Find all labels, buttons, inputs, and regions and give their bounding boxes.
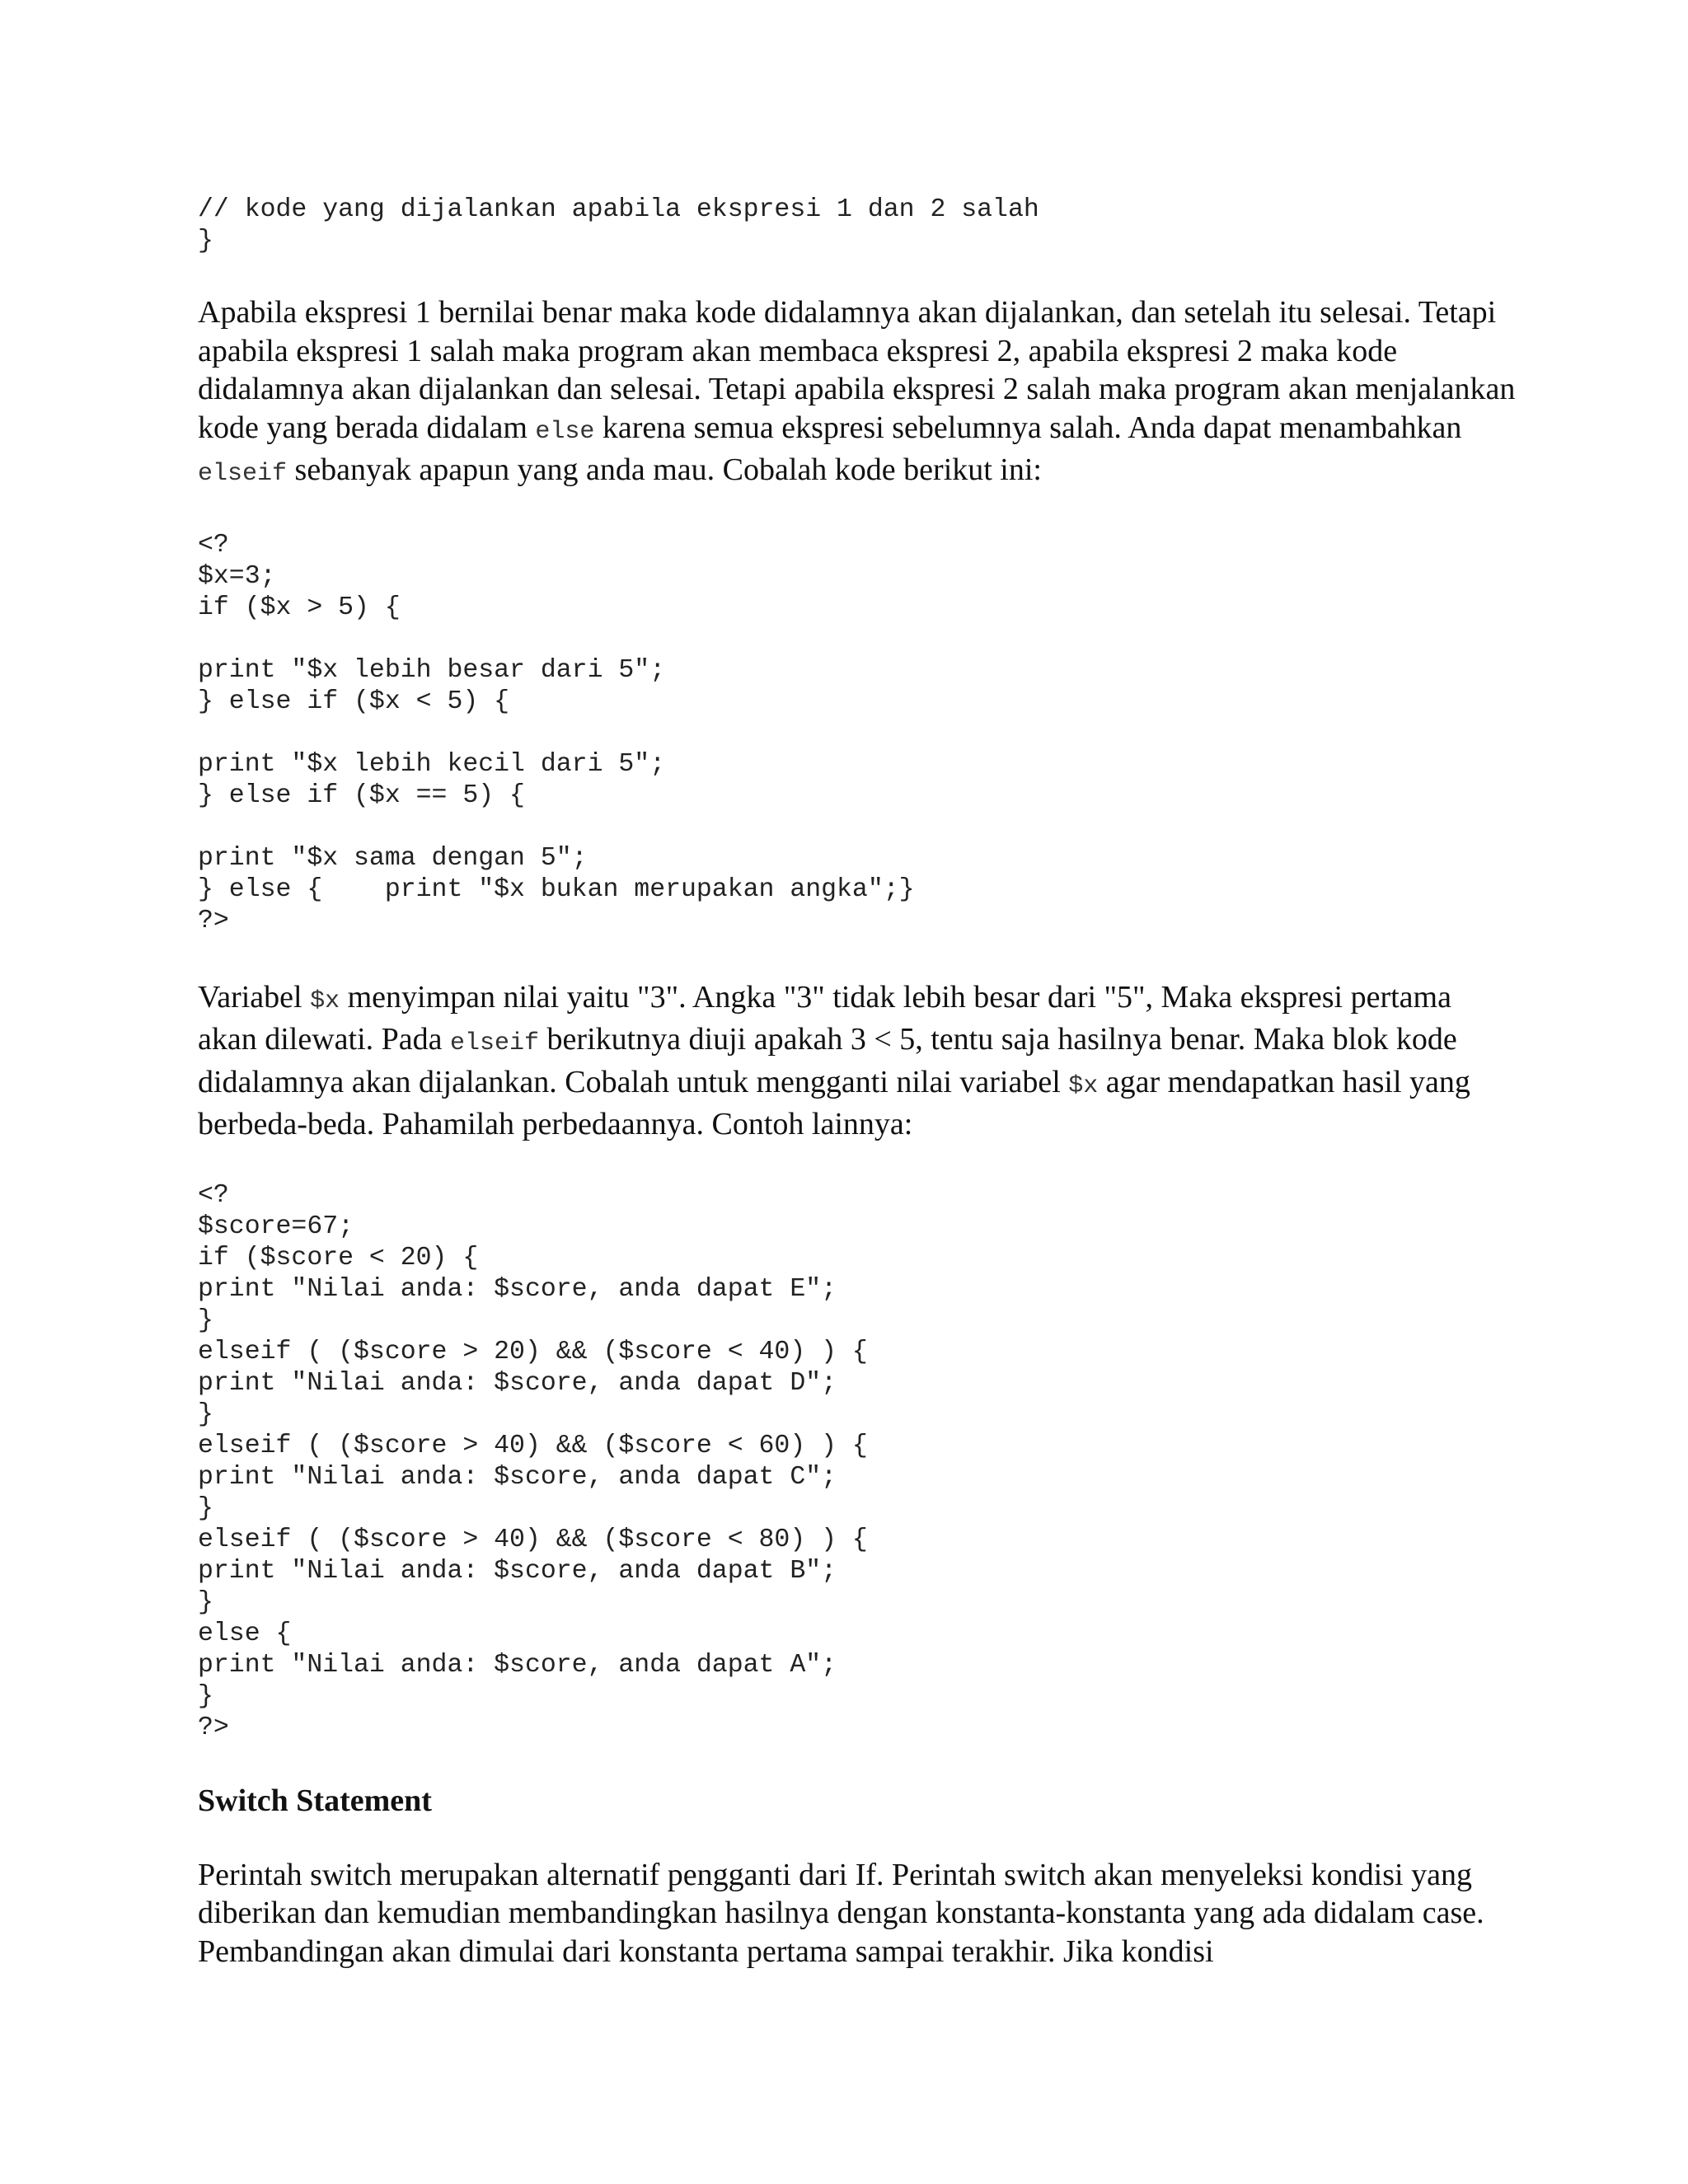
code-line: print "Nilai anda: $score, anda dapat E"; — [198, 1274, 837, 1304]
inline-code: else — [535, 417, 595, 446]
text-run: berikutnya diuji apakah 3 < 5, tentu saja hasilnya benar. Maka blok kode didalamnya akan dijalankan. Cobalah untuk mengganti nilai variabel — [198, 1022, 1457, 1099]
code-line: ?> — [198, 906, 229, 935]
code-line: print "Nilai anda: $score, anda dapat A"; — [198, 1650, 837, 1680]
code-line: print "$x sama dengan 5"; — [198, 843, 588, 873]
code-block-tail — [198, 194, 1517, 257]
code-line: $x=3; — [198, 561, 276, 591]
text-run: menyimpan nilai yaitu "3". Angka "3" tidak lebih besar dari "5", Maka ekspresi pertama akan dilewati. Pada — [198, 979, 1451, 1057]
code-line: elseif ( ($score > 20) && ($score < 40) ) { — [198, 1337, 868, 1366]
paragraph-elseif-explanation — [198, 293, 1517, 494]
inline-code: $x — [310, 987, 340, 1015]
document-page — [198, 194, 1517, 1971]
code-line: print "Nilai anda: $score, anda dapat D"; — [198, 1368, 837, 1398]
code-block-score — [198, 1180, 1517, 1744]
code-line: print "Nilai anda: $score, anda dapat C"; — [198, 1462, 837, 1492]
code-line: <? — [198, 1180, 229, 1210]
code-line: } — [198, 1305, 213, 1335]
text-run: agar mendapatkan hasil yang berbeda-beda. Pahamilah perbedaannya. Contoh lainnya: — [198, 1064, 1470, 1141]
code-line: } else if ($x < 5) { — [198, 687, 510, 716]
code-line: ?> — [198, 1713, 229, 1742]
code-line: print "Nilai anda: $score, anda dapat B"; — [198, 1556, 837, 1586]
inline-code: elseif — [198, 460, 288, 488]
code-block-x-compare — [198, 530, 1517, 937]
inline-code: elseif — [450, 1029, 540, 1057]
section-heading: Switch Statement — [198, 1783, 432, 1818]
code-line: } else { print "$x bukan merupakan angka";} — [198, 874, 915, 904]
code-line: elseif ( ($score > 40) && ($score < 80) ) { — [198, 1525, 868, 1554]
code-line: if ($x > 5) { — [198, 593, 401, 622]
code-line: } else if ($x == 5) { — [198, 780, 525, 810]
code-line: } — [198, 1493, 213, 1523]
text-run: sebanyak apapun yang anda mau. Cobalah kode berikut ini: — [287, 452, 1042, 487]
code-line: } — [198, 1587, 213, 1617]
code-line: } — [198, 227, 213, 255]
text-run: Variabel — [198, 979, 311, 1015]
paragraph-switch-intro: Perintah switch merupakan alternatif pengganti dari If. Perintah switch akan menyeleksi kondisi yang diberikan dan kemudian membandingkan hasilnya dengan konstanta-konstanta yang ada didalam case. Pembandingan akan dimulai dari konstanta pertama sampai terakhir. Jika kondisi — [198, 1857, 1484, 1969]
code-line: // kode yang dijalankan apabila ekspresi 1 dan 2 salah — [198, 195, 1039, 224]
text-run: karena semua ekspresi sebelumnya salah. Anda dapat menambahkan — [594, 410, 1462, 445]
code-line: } — [198, 1681, 213, 1711]
paragraph-variable-explanation — [198, 978, 1517, 1144]
code-line: <? — [198, 530, 229, 560]
code-line: print "$x lebih besar dari 5"; — [198, 655, 666, 685]
code-line: if ($score < 20) { — [198, 1243, 479, 1272]
code-line: $score=67; — [198, 1212, 354, 1241]
inline-code: $x — [1068, 1071, 1099, 1100]
code-line: print "$x lebih kecil dari 5"; — [198, 749, 666, 779]
code-line: else { — [198, 1619, 292, 1648]
code-line: } — [198, 1399, 213, 1429]
text-run: Apabila ekspresi 1 bernilai benar maka kode didalamnya akan dijalankan, dan setelah itu selesai. Tetapi apabila ekspresi 1 salah maka program akan membaca ekspresi 2, apabila ekspresi 2 maka kode didalamnya akan dijalankan dan selesai. Tetapi apabila ekspresi 2 salah maka program akan menjalankan kode yang berada didalam — [198, 295, 1516, 445]
code-line: elseif ( ($score > 40) && ($score < 60) ) { — [198, 1431, 868, 1460]
